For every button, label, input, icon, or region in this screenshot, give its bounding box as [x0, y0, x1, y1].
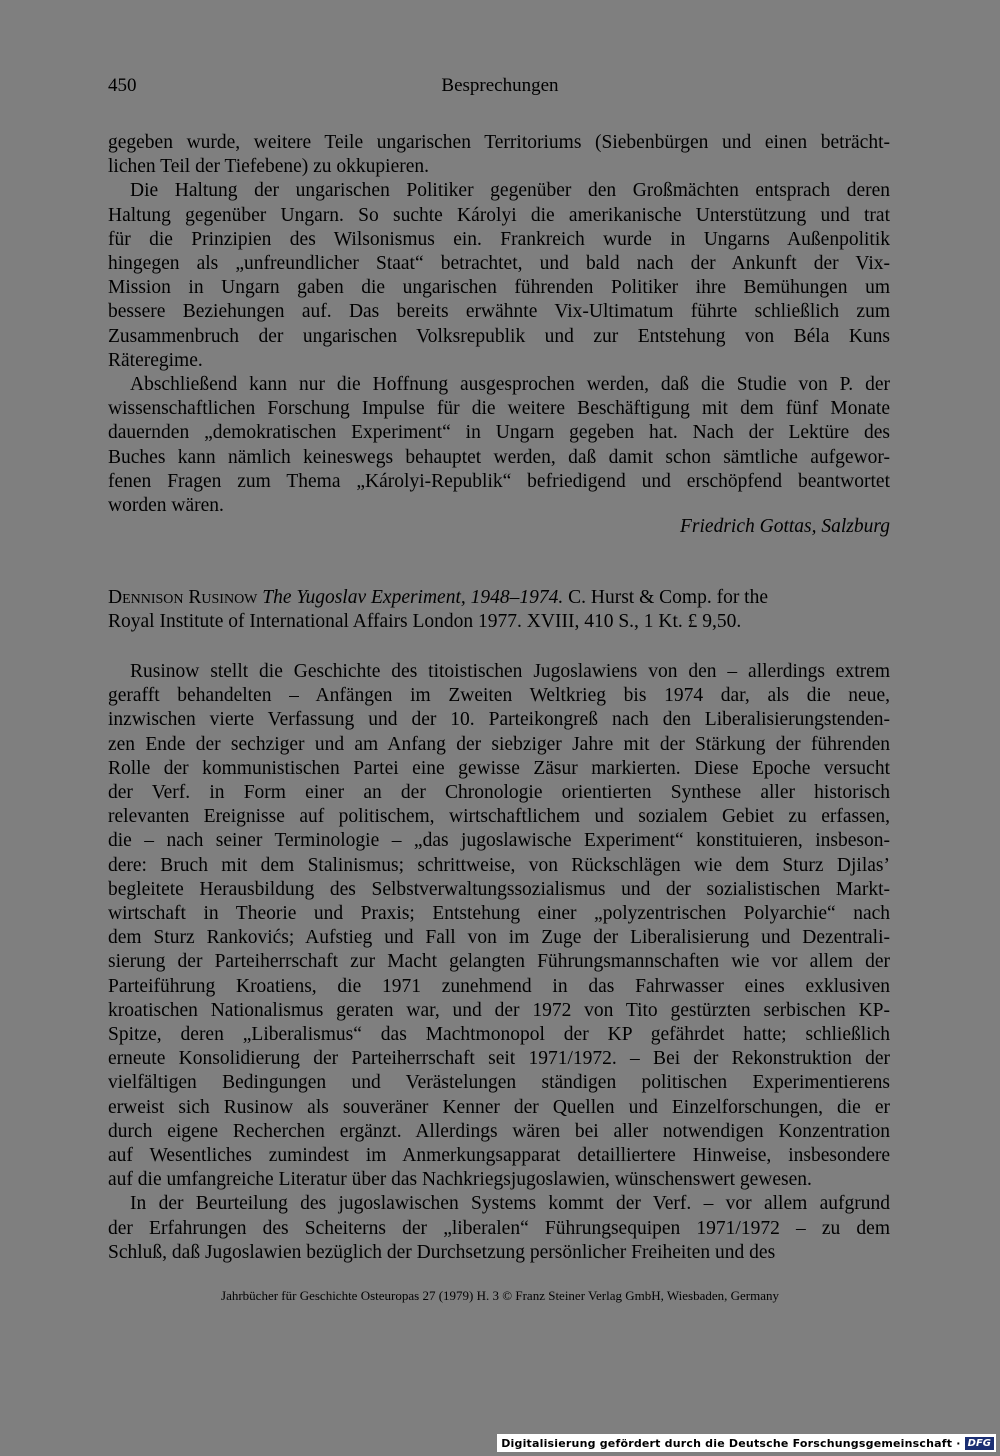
paragraph [108, 179, 890, 373]
text-line: erweist sich Rusinow als souveräner Kenner der Quellen und Einzelforschungen, die er [108, 1096, 890, 1118]
book-author: Dennison Rusinow [108, 587, 258, 608]
text-line: durch eigene Recherchen ergänzt. Allerdings wären bei aller notwendigen Konzentration [108, 1120, 890, 1142]
text-line: bessere Beziehungen auf. Das bereits erwähnte Vix-Ultimatum führte schließlich zum [108, 301, 890, 323]
text-line: wissenschaftlichen Forschung Impulse für die weitere Beschäftigung mit dem fünf Monate [108, 398, 890, 420]
dfg-funding-banner [497, 1434, 996, 1452]
publication-info-line2: Royal Institute of International Affairs London 1977. XVIII, 410 S., 1 Kt. £ 9,50. [108, 611, 742, 633]
text-line: wirtschaft in Theorie und Praxis; Entstehung einer „polyzentrischen Polyarchie“ nach [108, 903, 890, 925]
text-line: kroatischen Nationalismus geraten war, und der 1972 von Tito gestürzten serbischen KP- [108, 999, 890, 1021]
running-head: Besprechungen [441, 75, 559, 96]
text-line: In der Beurteilung des jugoslawischen Systems kommt der Verf. – vor allem aufgrund [130, 1193, 890, 1215]
text-line: Spitze, deren „Liberalismus“ das Machtmonopol der KP gefährdet hatte; schließlich [108, 1024, 890, 1046]
text-line: worden wären. [108, 495, 224, 517]
text-line: fenen Fragen zum Thema „Károlyi-Republik“ befriedigend und erschöpfend beantwortet [108, 470, 890, 492]
text-line: Die Haltung der ungarischen Politiker gegenüber den Großmächten entsprach deren [130, 180, 890, 202]
text-line: Zusammenbruch der ungarischen Volksrepublik und zur Entstehung von Béla Kuns [108, 325, 890, 347]
text-line: Schluß, daß Jugoslawien bezüglich der Durchsetzung persönlicher Freiheiten und des [108, 1241, 776, 1263]
text-line: hingegen als „unfreundlicher Staat“ betrachtet, und bald nach der Ankunft der Vix- [108, 253, 890, 275]
previous-review-text [108, 131, 890, 518]
paragraph [108, 660, 890, 1192]
text-line: der Erfahrungen des Scheiterns der „liberalen“ Führungsequipen 1971/1972 – zu dem [108, 1217, 890, 1239]
page-number: 450 [108, 75, 137, 96]
review-body-text [108, 660, 890, 1265]
text-line: Räteregime. [108, 349, 203, 371]
text-line: Parteiführung Kroatiens, die 1971 zunehmend in das Fahrwasser eines exklusiven [108, 975, 890, 997]
text-line: auf die umfangreiche Literatur über das Nachkriegsjugoslawien, wünschenswert gewesen. [108, 1169, 812, 1191]
text-line: lichen Teil der Tiefebene) zu okkupieren. [108, 156, 430, 178]
text-line: inzwischen vierte Verfassung und der 10. Parteikongreß nach den Liberalisierungstenden- [108, 709, 890, 731]
text-line: zen Ende der sechziger und am Anfang der siebziger Jahre mit der Stärkung der führenden [108, 733, 890, 755]
text-line: Haltung gegenüber Ungarn. So suchte Károlyi die amerikanische Unterstützung und trat [108, 204, 890, 226]
paragraph [108, 1192, 890, 1265]
dfg-funding-text: Digitalisierung gefördert durch die Deutsche Forschungsgemeinschaft · [501, 1436, 961, 1450]
text-line: der Verf. in Form einer an der Chronologie orientierten Synthese aller historisch [108, 782, 890, 804]
text-line: gerafft behandelten – Anfängen im Zweiten Weltkrieg bis 1974 dar, als die neue, [108, 685, 890, 707]
text-line: begleitete Herausbildung des Selbstverwaltungssozialismus und der sozialistischen Markt- [108, 878, 890, 900]
text-line: dere: Bruch mit dem Stalinismus; schrittweise, von Rückschlägen wie dem Sturz Djilas’ [108, 854, 890, 876]
text-line: erneute Konsolidierung der Parteiherrschaft seit 1971/1972. – Bei der Rekonstruktion der [108, 1048, 890, 1070]
text-line: dem Sturz Rankovićs; Aufstieg und Fall von im Zuge der Liberalisierung und Dezentrali- [108, 927, 890, 949]
text-line: vielfältigen Bedingungen und Verästelungen ständigen politischen Experimentierens [108, 1072, 890, 1094]
text-line: gegeben wurde, weitere Teile ungarischen Territoriums (Siebenbürgen und einen beträcht- [108, 132, 890, 153]
paragraph [108, 131, 890, 179]
book-title: The Yugoslav Experiment, 1948–1974. [262, 587, 564, 608]
text-line: sierung der Parteiherrschaft zur Macht gelangten Führungsmannschaften wie vor allem der [108, 951, 890, 973]
text-line: Mission in Ungarn gaben die ungarischen führenden Politiker ihre Bemühungen um [108, 277, 890, 299]
text-line: Buches kann nämlich keineswegs behauptet werden, daß damit schon sämtliche aufgewor- [108, 446, 890, 468]
paragraph [108, 373, 890, 518]
text-line: auf Wesentliches zumindest im Anmerkungsapparat detailliertere Hinweise, insbesondere [108, 1145, 890, 1167]
dfg-logo-icon: DFG [965, 1437, 994, 1450]
review-heading [108, 586, 890, 634]
text-line: für die Prinzipien des Wilsonismus ein. Frankreich wurde in Ungarns Außenpolitik [108, 228, 890, 250]
reviewer-signature: Friedrich Gottas, Salzburg [680, 516, 890, 537]
text-line: dauernden „demokratischen Experiment“ in Ungarn gegeben hat. Nach der Lektüre des [108, 422, 890, 444]
text-line: Abschließend kann nur die Hoffnung ausgesprochen werden, daß die Studie von P. der [130, 374, 890, 396]
journal-citation: Jahrbücher für Geschichte Osteuropas 27 (1979) H. 3 © Franz Steiner Verlag GmbH, Wiesbaden, Germany [221, 1288, 779, 1303]
text-line: Rolle der kommunistischen Partei eine gewisse Zäsur markierten. Diese Epoche versucht [108, 757, 890, 779]
publication-info: C. Hurst & Comp. for the [568, 587, 769, 608]
text-line: Rusinow stellt die Geschichte des titoistischen Jugoslawiens von den – allerdings extrem [130, 661, 890, 682]
text-line: relevanten Ereignisse auf politischem, wirtschaftlichem und sozialem Gebiet zu erfassen, [108, 806, 890, 828]
text-line: die – nach seiner Terminologie – „das jugoslawische Experiment“ konstituieren, insbeson- [108, 830, 890, 852]
